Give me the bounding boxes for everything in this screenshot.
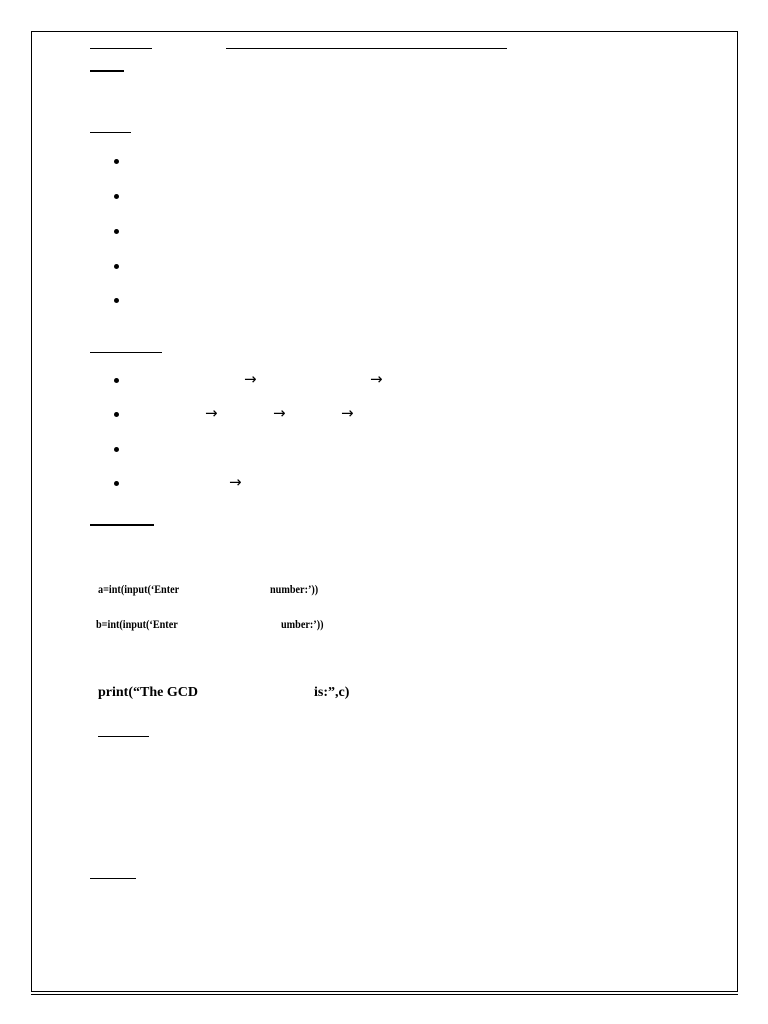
bullet-icon (114, 159, 119, 164)
bullet-icon (114, 298, 119, 303)
bullet-icon (114, 481, 119, 486)
header-rule-left (90, 48, 152, 49)
right-arrow-icon: → (341, 404, 354, 422)
right-arrow-icon: → (370, 370, 383, 388)
bullet-icon (114, 264, 119, 269)
right-arrow-icon: → (205, 404, 218, 422)
right-arrow-icon: → (244, 370, 257, 388)
code-line-a-end: number:’)) (270, 582, 319, 596)
bullet-icon (114, 412, 119, 417)
right-arrow-icon: → (229, 473, 242, 491)
bullet-icon (114, 447, 119, 452)
section-1-heading-rule (90, 132, 131, 133)
page-border (31, 31, 738, 992)
program-heading-rule (90, 524, 154, 526)
page-bottom-rule (31, 994, 738, 995)
result-heading-rule (90, 878, 136, 879)
output-heading-rule (98, 736, 149, 737)
code-print-end: is:”,c) (314, 685, 350, 700)
bullet-icon (114, 194, 119, 199)
bullet-icon (114, 229, 119, 234)
code-print-start: print(“The GCD (98, 685, 198, 700)
code-line-b-start: b=int(input(‘Enter (96, 617, 178, 631)
aim-heading-rule (90, 70, 124, 72)
code-line-a-start: a=int(input(‘Enter (98, 582, 180, 596)
header-rule-right (226, 48, 507, 49)
right-arrow-icon: → (273, 404, 286, 422)
bullet-icon (114, 378, 119, 383)
section-2-heading-rule (90, 352, 162, 353)
code-line-b-end: umber:’)) (281, 617, 324, 631)
